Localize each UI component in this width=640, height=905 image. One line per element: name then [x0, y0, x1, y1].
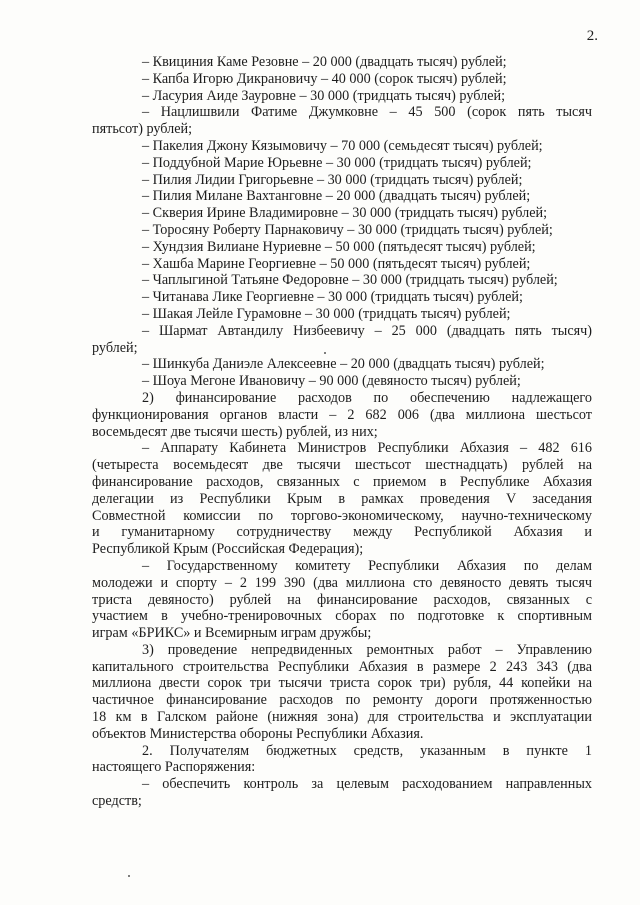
page-number: 2.: [586, 28, 598, 44]
recipient-line: – Пилия Лидии Григорьевне – 30 000 (тридцать тысяч) рублей;: [142, 171, 523, 188]
paragraph-line: Совместной комиссии по торгово-экономическому, научно-техническому: [92, 507, 592, 524]
paragraph-line: настоящего Распоряжения:: [92, 759, 256, 776]
section-2-heading: 2. Получателям бюджетных средств, указанным в пункте 1: [142, 742, 592, 759]
paragraph-line: участием в учебно-тренировочных сборах по подготовке к спортивным: [92, 608, 592, 625]
recipient-line: – Ласурия Аиде Зауровне – 30 000 (тридцать тысяч) рублей;: [142, 87, 506, 104]
recipient-line-continuation: рублей;: [92, 339, 138, 356]
recipient-line-continuation: пятьсот) рублей;: [92, 121, 193, 138]
recipient-line: – Шакая Лейле Гурамовне – 30 000 (тридцать тысяч) рублей;: [142, 305, 511, 322]
paragraph-line: объектов Министерства обороны Республики Абхазия.: [92, 725, 424, 742]
recipient-line: – Поддубной Марие Юрьевне – 30 000 (тридцать тысяч) рублей;: [142, 154, 532, 171]
recipient-line: – Хашба Марине Георгиевне – 50 000 (пятьдесят тысяч) рублей;: [142, 255, 531, 272]
paragraph-line: финансирование расходов, связанных с приемом в Республике Абхазия: [92, 473, 592, 490]
recipient-line: – Шармат Автандилу Низбеевичу – 25 000 (двадцать пять тысяч): [142, 322, 592, 339]
recipient-line: – Торосяну Роберту Парнаковичу – 30 000 (тридцать тысяч) рублей;: [142, 221, 553, 238]
recipient-line: – Шоуа Мегоне Ивановичу – 90 000 (девяносто тысяч) рублей;: [142, 373, 521, 390]
recipient-line: – Хундзия Вилиане Нуриевне – 50 000 (пятьдесят тысяч) рублей;: [142, 238, 536, 255]
recipient-line: – Нацлишвили Фатиме Джумковне – 45 500 (сорок пять тысяч: [142, 104, 592, 121]
paragraph-line: миллиона двести сорок три тысячи триста сорок три) рубля, 44 копейки на: [92, 675, 592, 692]
paragraph-line: Республикой Крым (Российская Федерация);: [92, 541, 364, 558]
recipient-line: – Чаплыгиной Татьяне Федоровне – 30 000 (тридцать тысяч) рублей;: [142, 272, 558, 289]
paragraph-line: частичное финансирование расходов по ремонту дороги протяженностью: [92, 692, 592, 709]
paragraph-line: функционирования органов власти – 2 682 006 (два миллиона шестьсот: [92, 406, 592, 423]
item-2-heading: 2) финансирование расходов по обеспечению надлежащего: [142, 389, 592, 406]
item-3-heading: 3) проведение непредвиденных ремонтных работ – Управлению: [142, 641, 592, 658]
paragraph-line: – Государственному комитету Республики Абхазия по делам: [142, 557, 592, 574]
recipient-line: – Шинкуба Даниэле Алексеевне – 20 000 (двадцать тысяч) рублей;: [142, 356, 545, 373]
scan-speck: [128, 875, 130, 877]
document-body: [92, 54, 592, 810]
paragraph-line: молодежи и спорту – 2 199 390 (два миллиона сто девяносто девять тысяч: [92, 574, 592, 591]
recipient-line: – Скверия Ирине Владимировне – 30 000 (тридцать тысяч) рублей;: [142, 205, 548, 222]
paragraph-line: – обеспечить контроль за целевым расходованием направленных: [142, 776, 592, 793]
paragraph-line: 18 км в Галском районе (нижняя зона) для строительства и эксплуатации: [92, 709, 592, 726]
paragraph-line: капитального строительства Республики Абхазия в размере 2 243 343 (два: [92, 658, 592, 675]
recipient-line: – Квициния Каме Резовне – 20 000 (двадцать тысяч) рублей;: [142, 54, 507, 70]
paragraph-line: (четыреста восемьдесят две тысячи шестьсот шестнадцать) рублей на: [92, 457, 592, 474]
paragraph-line: триста девяносто) рублей на финансирование расходов, связанных с: [92, 591, 592, 608]
paragraph-line: восемьдесят две тысячи шесть) рублей, из них;: [92, 423, 378, 440]
paragraph-line: играм «БРИКС» и Всемирным играм дружбы;: [92, 625, 372, 642]
paragraph-line: средств;: [92, 793, 142, 810]
paragraph-line: – Аппарату Кабинета Министров Республики Абхазия – 482 616: [142, 440, 592, 457]
recipient-line: – Читанава Лике Георгиевне – 30 000 (тридцать тысяч) рублей;: [142, 289, 523, 306]
paragraph-line: и гуманитарному сотрудничеству между Республикой Абхазия и: [92, 524, 592, 541]
recipient-line: – Капба Игорю Дикрановичу – 40 000 (сорок тысяч) рублей;: [142, 70, 507, 87]
scan-speck: [324, 352, 326, 354]
recipient-line: – Пилия Милане Вахтанговне – 20 000 (двадцать тысяч) рублей;: [142, 188, 531, 205]
recipient-line: – Пакелия Джону Кязымовичу – 70 000 (семьдесят тысяч) рублей;: [142, 137, 543, 154]
paragraph-line: делегации из Республики Крым в рамках проведения V заседания: [92, 490, 592, 507]
